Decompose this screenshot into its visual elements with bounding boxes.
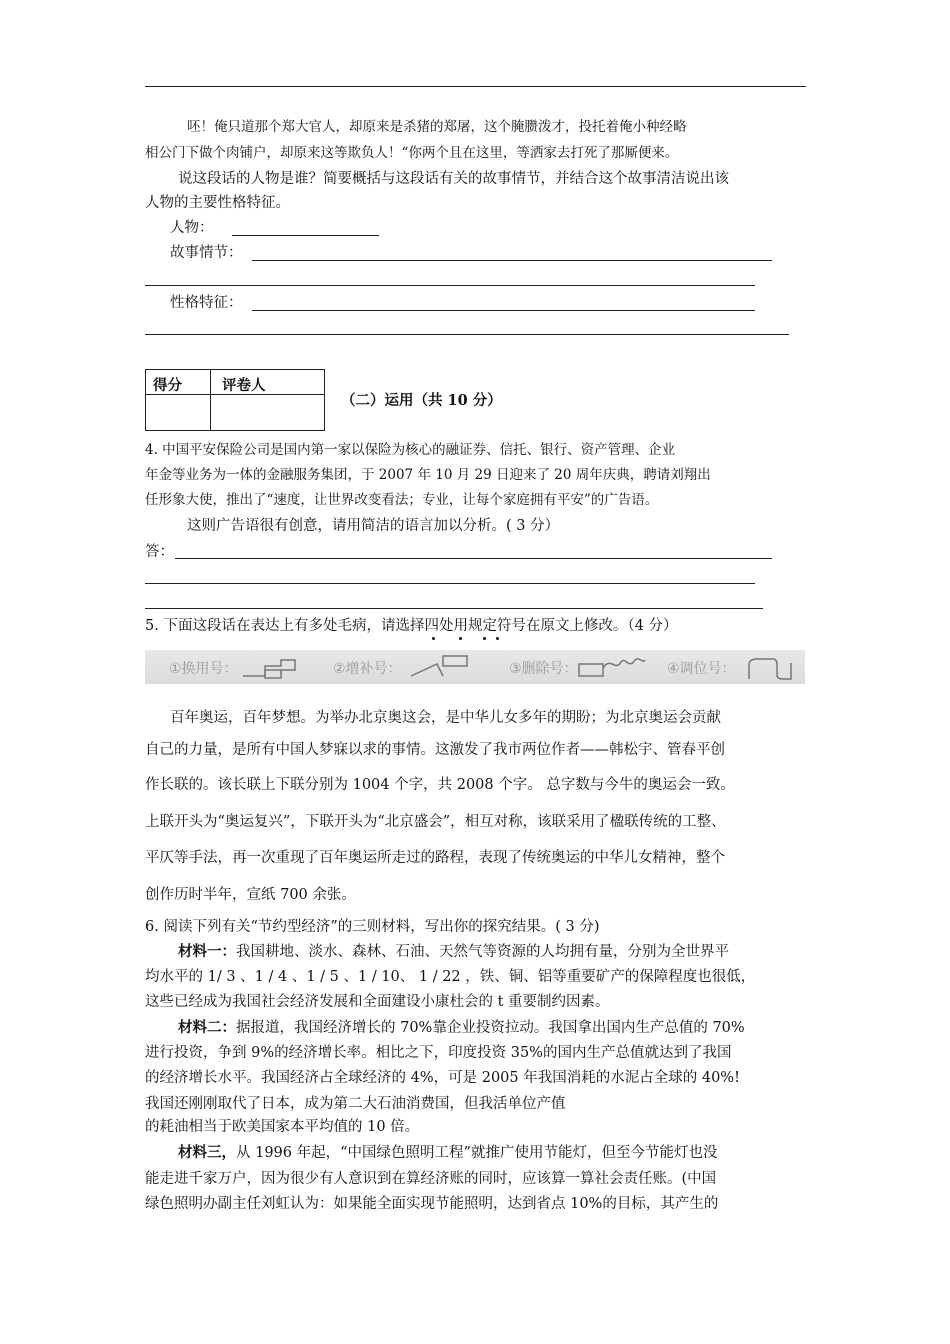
material-1-line-1: 材料一：我国耕地、淡水、森林、石油、天然气等资源的人均拥有量，分别为全世界平: [178, 943, 729, 960]
insert-symbol-label: ②增补号：: [333, 661, 402, 677]
trait-label: 性格特征：: [170, 295, 243, 311]
q4-prompt: 这则广告语很有创意，请用简洁的语言加以分析。( 3 分）: [187, 518, 560, 534]
delete-mark-icon: [577, 654, 647, 680]
insert-mark-icon: [407, 654, 471, 680]
emphasis-dot: [432, 637, 435, 640]
emphasis-dot: [496, 637, 499, 640]
delete-symbol-label: ③删除号：: [509, 661, 578, 677]
person-answer-line[interactable]: [232, 235, 379, 236]
plot-answer-line-2[interactable]: [145, 285, 755, 286]
passage-line-1: 呸！俺只道那个郑大官人，却原来是杀猪的郑屠，这个腌臜泼才，投托着俺小种经略: [187, 119, 687, 135]
material-2-line-4: 我国还刚刚取代了日本，成为第二大石油消费国，但我活单位产值: [145, 1096, 566, 1112]
q5-paragraph-line-3: 作长联的。该长联上下联分别为 1004 个字，共 2008 个字。 总字数与今牛的奥运会一致。: [145, 777, 735, 793]
emphasis-dot: [483, 637, 486, 640]
q5-prompt: 5. 下面这段话在表达上有多处毛病，请选择四处用规定符号在原文上修改。（4 分）: [145, 618, 678, 634]
material-1-label: 材料一：: [178, 943, 236, 960]
q4-answer-line-2[interactable]: [145, 583, 755, 584]
q4-answer-line-1[interactable]: [175, 558, 772, 559]
q4-line-3: 任形象大使，推出了“速度，让世界改变看法；专业，让每个家庭拥有平安”的广告语。: [145, 492, 659, 508]
section-title: （二）运用（共 10 分）: [341, 392, 502, 409]
q3-prompt-line-2: 人物的主要性格特征。: [145, 195, 290, 211]
q5-paragraph-line-6: 创作历时半年，宣纸 700 余张。: [145, 887, 356, 903]
q5-paragraph-line-2: 自己的力量，是所有中国人梦寐以求的事情。这激发了我市两位作者——韩松宇、管春平创: [145, 742, 725, 758]
q5-paragraph-line-1: 百年奥运，百年梦想。为举办北京奥这会，是中华儿女多年的期盼；为北京奥运会贡献: [170, 710, 721, 726]
q6-prompt: 6. 阅读下列有关“节约型经济”的三则材料，写出你的探究结果。( 3 分): [145, 919, 600, 935]
score-header: 得分: [153, 378, 182, 394]
grader-cell[interactable]: [211, 395, 325, 431]
material-2-line-1: 材料二：据报道，我国经济增长的 70%靠企业投资拉动。我国拿出国内生产总值的 70%: [178, 1019, 745, 1036]
q5-paragraph-line-4: 上联开头为“奥运复兴”，下联开头为“北京盛会”，相互对称，该联采用了楹联传统的工整、: [145, 814, 726, 830]
top-rule: [145, 86, 806, 87]
passage-line-2: 相公门下做个肉铺户，却原来这等欺负人！“你两个且在这里，等洒家去打死了那厮便来。: [145, 145, 679, 161]
replace-mark-icon: [241, 656, 297, 680]
material-3-label: 材料三，: [178, 1144, 236, 1161]
grader-header: 评卷人: [222, 378, 266, 394]
material-3-line-2: 能走进千家万户，因为很少有人意识到在算经济账的同时，应该算一算社会责任账。(中国: [145, 1171, 717, 1187]
trait-answer-line-1[interactable]: [252, 310, 755, 311]
plot-answer-line-1[interactable]: [252, 260, 772, 261]
answer-label: 答：: [145, 544, 174, 560]
q4-line-2: 年金等业务为一体的金融服务集团，于 2007 年 10 月 29 日迎来了 20 周年庆典，聘请刘翔出: [145, 467, 711, 483]
correction-symbols-bar: [145, 650, 805, 684]
material-1-line-2: 均水平的 1/ 3 、1 / 4 、1 / 5 、1 / 10、 1 / 22 ，铁、铜、铝等重要矿产的保障程度也很低，: [145, 969, 756, 985]
material-2-line-3: 的经济增长水平。我国经济占全球经济的 4%，可是 2005 年我国消耗的水泥占全球的 40%!: [145, 1070, 740, 1086]
swap-symbol-label: ④调位号：: [667, 661, 736, 677]
material-2-line-5: 的耗油相当于欧美国家本平均值的 10 倍。: [145, 1119, 420, 1135]
q4-answer-line-3[interactable]: [145, 608, 763, 609]
material-2-line-2: 进行投资，争到 9%的经济增长率。相比之下，印度投资 35%的国内生产总值就达到了我国: [145, 1045, 732, 1061]
material-3-line-3: 绿色照明办副主任刘虹认为：如果能全面实现节能照明，达到省点 10%的目标，其产生的: [145, 1196, 719, 1212]
person-label: 人物：: [170, 220, 214, 236]
score-cell[interactable]: [146, 395, 210, 431]
score-table: [145, 369, 325, 431]
q5-paragraph-line-5: 平仄等手法，再一次重现了百年奥运所走过的路程，表现了传统奥运的中华儿女精神，整个: [145, 850, 725, 866]
material-2-label: 材料二：: [178, 1019, 236, 1036]
emphasis-dot: [459, 637, 462, 640]
q4-line-1: 4. 中国平安保险公司是国内第一家以保险为核心的融证券、信托、银行、资产管理、企业: [145, 442, 676, 458]
material-3-line-1: 材料三，从 1996 年起，“中国绿色照明工程”就推广使用节能灯，但至今节能灯也没: [178, 1144, 718, 1161]
replace-symbol-label: ①换用号：: [169, 661, 238, 677]
trait-answer-line-2[interactable]: [145, 334, 789, 335]
swap-mark-icon: [745, 655, 795, 681]
plot-label: 故事情节：: [170, 245, 243, 261]
q3-prompt-line-1: 说这段话的人物是谁？简要概括与这段话有关的故事情节，并结合这个故事清洁说出该: [178, 171, 729, 187]
material-1-line-3: 这些已经成为我国社会经济发展和全面建设小康杜会的 t 重要制约因素。: [145, 994, 610, 1010]
